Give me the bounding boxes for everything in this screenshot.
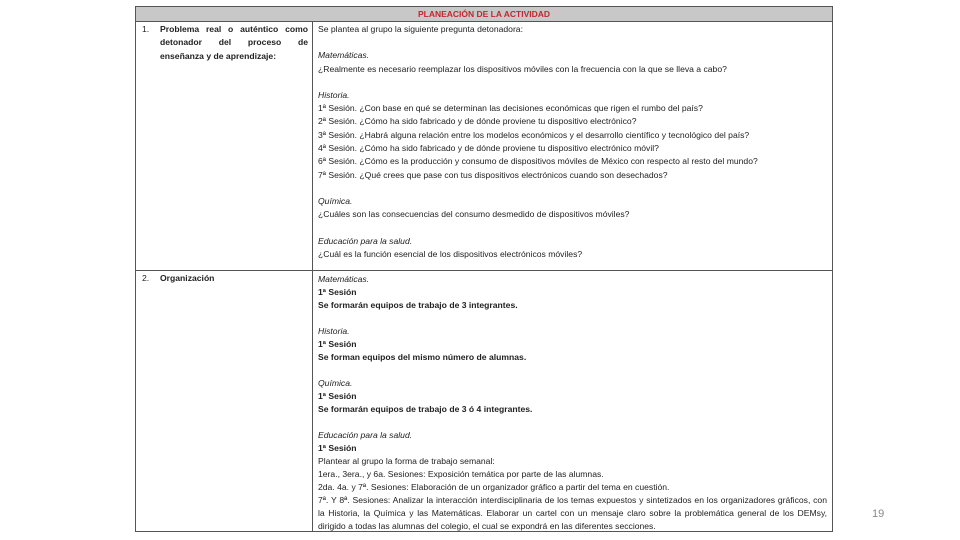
row-content (313, 22, 832, 270)
blank-line (318, 182, 827, 195)
row-label-cell (136, 22, 313, 270)
blank-line (318, 312, 827, 325)
text-line: ¿Cuál es la función esencial de los dispositivos electrónicos móviles? (318, 248, 583, 259)
text-line: Se formarán equipos de trabajo de 3 ó 4 integrantes. (318, 404, 533, 414)
row-content (313, 271, 832, 532)
table-row (136, 271, 832, 532)
text-line: Se forman equipos del mismo número de alumnas. (318, 352, 527, 362)
text-line: Química. (318, 378, 353, 388)
text-line: Educación para la salud. (318, 430, 413, 440)
text-line: Historia. (318, 326, 350, 336)
blank-line (318, 416, 827, 429)
row-number: 1. (142, 24, 150, 34)
text-line: 1ª Sesión (318, 391, 357, 401)
table-row (136, 22, 832, 271)
blank-line (318, 36, 827, 49)
page-number: 19 (872, 508, 885, 520)
text-line: 3ª Sesión. ¿Habrá alguna relación entre los modelos económicos y el desarrollo científico y tecnológico del país? (318, 129, 750, 140)
text-line: 1era., 3era., y 6a. Sesiones: Exposición temática por parte de las alumnas. (318, 469, 604, 479)
row-label: Organización (160, 273, 215, 283)
text-line: 1ª Sesión. ¿Con base en qué se determinan las decisiones económicas que rigen el rumbo del país? (318, 103, 703, 114)
text-line: Plantear al grupo la forma de trabajo semanal: (318, 456, 495, 466)
row-label: Problema real o auténtico como detonador del proceso de enseñanza y de aprendizaje: (160, 24, 308, 61)
text-line: 2ª Sesión. ¿Cómo ha sido fabricado y de dónde proviene tu dispositivo electrónico? (318, 116, 637, 127)
text-line: Matemáticas. (318, 274, 370, 284)
planning-table (135, 6, 833, 532)
text-line: Historia. (318, 89, 350, 100)
text-line: 2da. 4a. y 7ª. Sesiones: Elaboración de un organizador gráfico a partir del tema en cuestión. (318, 482, 670, 492)
text-line: 1ª Sesión (318, 339, 357, 349)
blank-line (318, 76, 827, 89)
text-line: ¿Cuáles son las consecuencias del consumo desmedido de dispositivos móviles? (318, 209, 630, 220)
row-number: 2. (142, 273, 150, 283)
text-paragraph: 7ª. Y 8ª. Sesiones: Analizar la interacción interdisciplinaria de los temas expuestos y sintetizados en los organizadores gráficos, con la Historia, la Química y las Matemáticas. Elaborar un cartel con un mensaje claro sobre la problemática general de los DEMsy, dirigido a todas las alumnas del colegio, el cual se expondrá en las diferentes secciones. (318, 495, 827, 531)
text-line: Educación para la salud. (318, 235, 413, 246)
row-label-cell (136, 271, 313, 532)
text-line: ¿Realmente es necesario reemplazar los dispositivos móviles con la frecuencia con la que se lleva a cabo? (318, 63, 727, 74)
blank-line (318, 222, 827, 235)
text-line: Matemáticas. (318, 50, 370, 61)
text-line: 4ª Sesión. ¿Cómo ha sido fabricado y de dónde proviene tu dispositivo electrónico móvil? (318, 143, 659, 154)
text-line: Química. (318, 195, 353, 206)
text-line: Se formarán equipos de trabajo de 3 integrantes. (318, 300, 518, 310)
text-line: Se plantea al grupo la siguiente pregunta detonadora: (318, 24, 523, 34)
text-line: 1ª Sesión (318, 443, 357, 453)
table-title: PLANEACIÓN DE LA ACTIVIDAD (136, 7, 832, 22)
text-line: 7ª Sesión. ¿Qué crees que pase con tus dispositivos electrónicos cuando son desechados? (318, 169, 668, 180)
text-line: 1ª Sesión (318, 287, 357, 297)
text-line: 6ª Sesión. ¿Cómo es la producción y consumo de dispositivos móviles de México con respecto al resto del mundo? (318, 156, 758, 167)
blank-line (318, 364, 827, 377)
